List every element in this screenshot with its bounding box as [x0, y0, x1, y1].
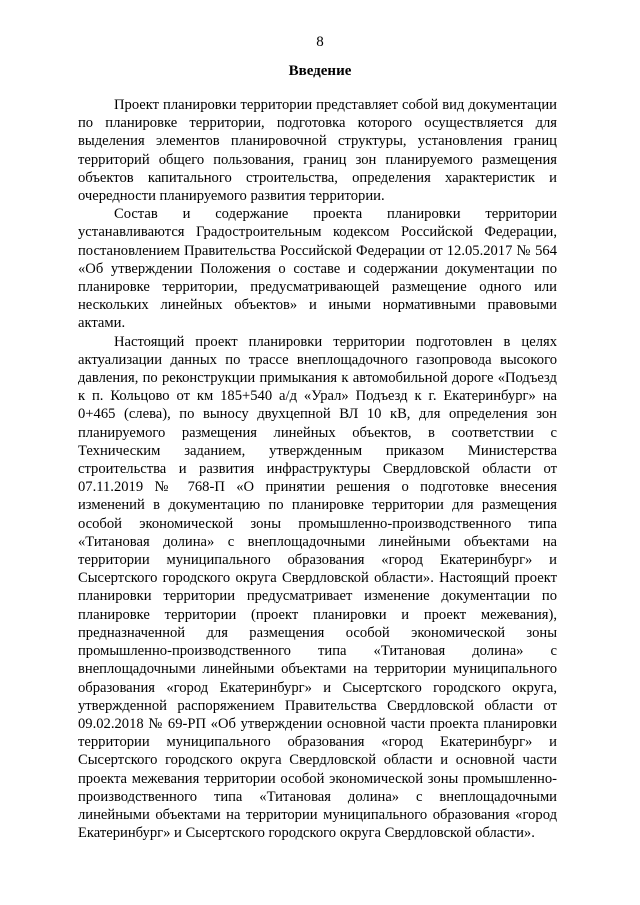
paragraph-project-basis: Настоящий проект планировки территории подготовлен в целях актуализации данных по трассе внеплощадочного газопровода высокого давления, по реконструкции примыкания к автомобильной дороге «Подъезд к п. Кольцово от км 185+540 а/д «Урал» Подъезд к г. Екатеринбург» на 0+465 (слева), по выносу двухцепной ВЛ 10 кВ, для определения зон планируемого размещения линейных объектов, в соответствии с Техническим заданием, утвержденным приказом Министерства строительства и развития инфраструктуры Свердловской области от 07.11.2019 № 768-П «О принятии решения о подготовке внесения изменений в документацию по планировке территории для размещения особой экономической зоны промышленно-производственного типа «Титановая долина» с внеплощадочными линейными объектами на территории муниципального образования «город Екатеринбург» и Сысертского городского округа Свердловской области». Настоящий проект планировки территории предусматривает изменение документации по планировке территории (проект планировки и проект межевания), предназначенной для размещения особой экономической зоны промышленно-производственного типа «Титановая долина» с внеплощадочными линейными объектами на территории муниципального образования «город Екатеринбург» и Сысертского городского округа, утвержденной распоряжением Правительства Свердловской области от 09.02.2018 № 69-РП «Об утверждении основной части проекта планировки территории муниципального образования «город Екатеринбург» и Сысертского городского округа Свердловской области и основной части проекта межевания территории особой экономической зоны промышленно-производственного типа «Титановая долина» с внеплощадочными линейными объектами на территории муниципального образования «город Екатеринбург» и Сысертского городского округа Свердловской области». — [78, 333, 557, 842]
paragraph-purpose: Проект планировки территории представляет собой вид документации по планировке территории, подготовка которого осуществляется для выделения элементов планировочной структуры, установления границ территорий общего пользования, границ зон планируемого размещения объектов капитального строительства, определения характеристик и очередности планируемого развития территории. — [78, 97, 557, 205]
body-text — [78, 96, 557, 842]
paragraph-composition: Состав и содержание проекта планировки территории устанавливаются Градостроительным кодексом Российской Федерации, постановлением Правительства Российской Федерации от 12.05.2017 № 564 «Об утверждении Положения о составе и содержании документации по планировке территории, предусматривающей размещение одного или нескольких линейных объектов» и иными нормативными правовыми актами. — [78, 206, 557, 332]
page-number: 8 — [316, 34, 324, 50]
section-heading: Введение — [288, 63, 352, 79]
